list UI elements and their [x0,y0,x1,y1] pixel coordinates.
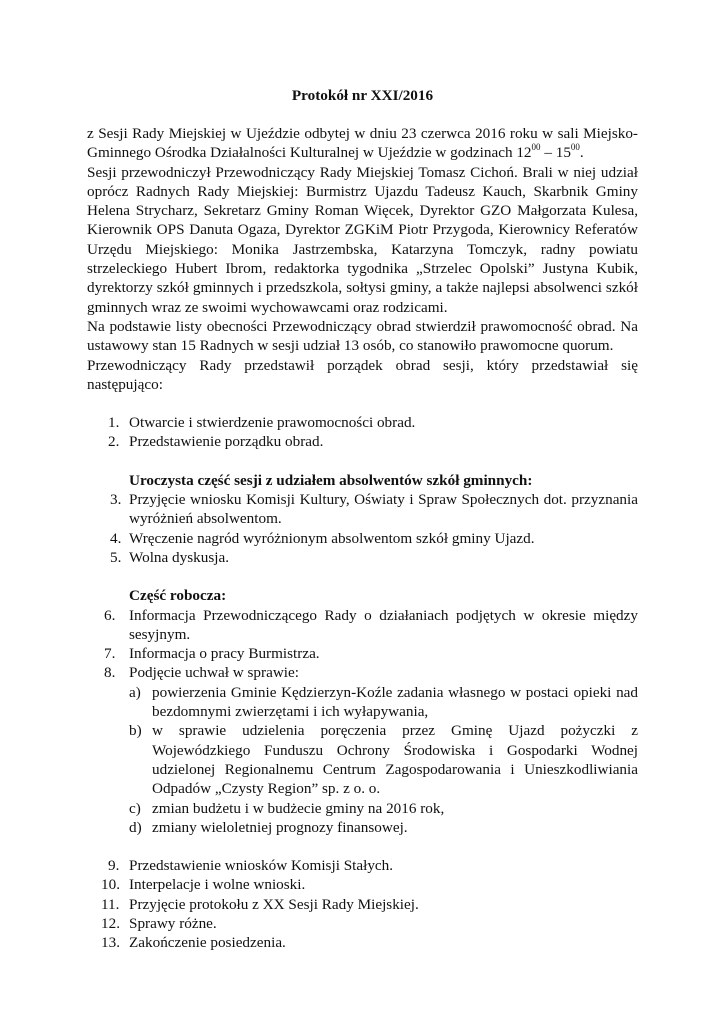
agenda-item [87,490,638,529]
time-dash: – 15 [540,144,571,162]
spacer [87,567,638,586]
agenda-item [87,663,638,682]
item-number: 8. [104,664,116,682]
agenda-item [87,606,638,645]
agenda-item [87,413,638,432]
item-number: 10. [101,876,120,894]
item-text: Interpelacje i wolne wnioski. [129,876,306,894]
time-start-superscript: 00 [531,142,541,153]
item-number: 7. [104,645,116,663]
intro-text: z Sesji Rady Miejskiej w Ujeździe odbytej w dniu 23 czerwca 2016 roku w sali Miejsko-Gminnego Ośrodka Działalności Kulturalnej w Ujeździe w godzinach 12 [87,125,638,162]
intro-paragraph-2: Sesji przewodniczył Przewodniczący Rady Miejskiej Tomasz Cichoń. Brali w niej udział oprócz Radnych Rady Miejskiej: Burmistrz Ujazdu Tadeusz Kauch, Skarbnik Gminy Helena Strycharz, Sekretarz Gminy Roman Więcek, Dyrektor GZO Małgorzata Kulesa, Kierownik OPS Danuta Ogaza, Dyrektor ZGKiM Piotr Przygoda, Kierownicy Referatów Urzędu Miejskiego: Monika Jastrzembska, Katarzyna Tomczyk, radny powiatu strzeleckiego Hubert Ibrom, redaktorka tygodnika „Strzelec Opolski” Justyna Kubik, dyrektorzy szkół gminnych i przedszkola, sołtysi gminy, a także najlepsi absolwenci szkół gminnych wraz ze swoimi wychowawcami oraz rodzicami. [87,163,638,316]
agenda-item [87,875,638,894]
spacer [87,394,638,413]
item-number: 5. [110,548,122,566]
agenda-sub-item [87,721,638,798]
item-text: Zakończenie posiedzenia. [129,934,286,952]
time-end-dot: . [579,144,584,162]
sub-item-text: w sprawie udzielenia poręczenia przez Gminę Ujazd pożyczki z Wojewódzkiego Funduszu Ochrony Środowiska i Gospodarki Wodnej udzielonej Regionalnemu Centrum Zagospodarowania i Unieszkodliwiania Odpadów „Czysty Region” sp. z o. o. [152,722,638,798]
agenda-sub-item [87,818,638,837]
intro-paragraph-4: Przewodniczący Rady przedstawił porządek obrad sesji, który przedstawiał się następująco: [87,356,638,393]
intro-paragraph-3: Na podstawie listy obecności Przewodniczący obrad stwierdził prawomocność obrad. Na ustawowy stan 15 Radnych w sesji udział 13 osób, co stanowiło prawomocne quorum. [87,317,638,355]
item-text: Wręczenie nagród wyróżnionym absolwentom szkół gminy Ujazd. [129,529,535,547]
item-number: 4. [110,529,122,547]
sub-item-text: powierzenia Gminie Kędzierzyn-Koźle zadania własnego w postaci opieki nad bezdomnymi zwierzętami i ich wyłapywania, [152,683,638,721]
agenda-item [87,432,638,451]
item-text: Informacja o pracy Burmistrza. [129,645,320,663]
sub-item-text: zmiany wieloletniej prognozy finansowej. [152,818,408,836]
agenda-item [87,895,638,914]
item-number: 6. [104,606,116,624]
agenda-list [87,413,638,952]
document-page [87,86,638,953]
agenda-item [87,529,638,548]
time-end-superscript: 00 [570,142,580,153]
section-heading-working: Część robocza: [129,587,227,605]
intro-paragraph-1 [87,124,638,163]
item-text: Przyjęcie protokołu z XX Sesji Rady Miejskiej. [129,895,419,913]
item-text: Otwarcie i stwierdzenie prawomocności obrad. [129,414,416,432]
agenda-item [87,856,638,875]
item-text: Informacja Przewodniczącego Rady o działaniach podjętych w okresie między sesyjnym. [129,606,638,643]
spacer [87,452,638,471]
sub-item-text: zmian budżetu i w budżecie gminy na 2016 rok, [152,799,445,817]
sub-item-letter: a) [129,683,141,701]
item-text: Podjęcie uchwał w sprawie: [129,664,299,682]
item-number: 11. [101,895,120,913]
item-number: 3. [110,491,122,509]
item-text: Przedstawienie porządku obrad. [129,433,324,451]
item-number: 1. [108,414,120,432]
item-text: Przedstawienie wniosków Komisji Stałych. [129,857,394,875]
item-text: Sprawy różne. [129,914,217,932]
spacer [87,837,638,856]
agenda-item [87,914,638,933]
sub-item-letter: b) [129,722,142,740]
sub-item-letter: c) [129,799,141,817]
item-text: Wolna dyskusja. [129,548,230,566]
section-heading-ceremonial: Uroczysta część sesji z udziałem absolwentów szkół gminnych: [129,471,533,489]
item-number: 2. [108,433,120,451]
agenda-sub-item [87,683,638,722]
agenda-item [87,933,638,952]
sub-item-letter: d) [129,818,142,836]
item-number: 12. [101,914,120,932]
item-number: 9. [108,857,120,875]
document-title: Protokół nr XXI/2016 [291,87,434,104]
agenda-item [87,644,638,663]
agenda-item [87,548,638,567]
item-text: Przyjęcie wniosku Komisji Kultury, Oświaty i Spraw Społecznych dot. przyznania wyróżnień absolwentom. [129,491,638,528]
item-number: 13. [101,934,120,952]
agenda-sub-item [87,799,638,818]
